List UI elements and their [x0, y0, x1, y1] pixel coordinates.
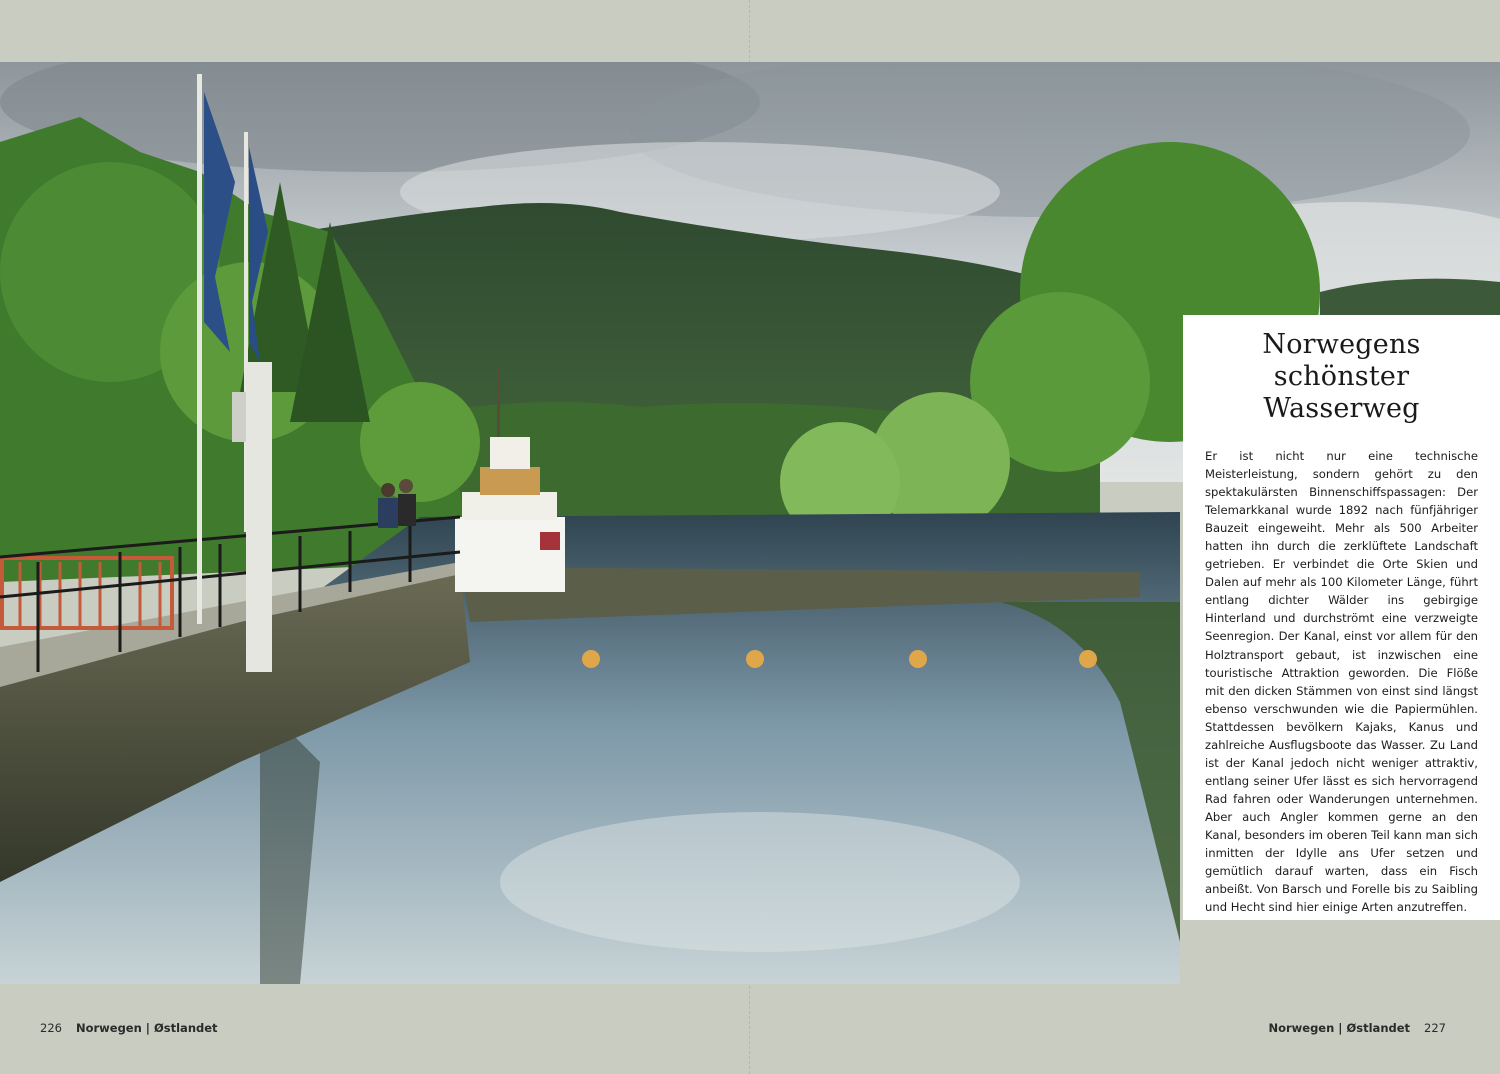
footer-left	[26, 1021, 218, 1035]
section-label-right: Norwegen | Østlandet	[1268, 1021, 1411, 1035]
section-label-left: Norwegen | Østlandet	[75, 1021, 218, 1035]
headline-line-3: Wasserweg	[1263, 393, 1420, 424]
article-body: Er ist nicht nur eine technische Meisterleistung, sondern gehört zu den spektakulärsten Binnenschiffspassagen: Der Telemarkkanal wurde 1892 nach fünfjähriger Bauzeit eingeweiht. Mehr als 500 Arbeiter hatten ihn durch die zerklüftete Landschaft getrieben. Er verbindet die Orte Skien und Dalen auf mehr als 100 Kilometer Länge, führt entlang dichter Wälder ins gebirgige Hinterland und durchströmt eine verzweigte Seenregion. Der Kanal, einst vor allem für den Holztransport gebaut, ist inzwischen eine touristische Attraktion geworden. Die Flöße mit den dicken Stämmen von einst sind längst ebenso verschwunden wie die Papiermühlen. Stattdessen bevölkern Kajaks, Kanus und zahlreiche Ausflugsboote das Wasser. Zu Land ist der Kanal jedoch nicht weniger attraktiv, entlang seiner Ufer lässt es sich hervorragend Rad fahren oder Wanderungen unternehmen. Aber auch Angler kommen gerne an den Kanal, besonders im oberen Teil kann man sich inmitten der Idylle ans Ufer setzen und gemütlich darauf warten, dass ein Fisch anbeißt. Von Barsch und Forelle bis zu Saibling und Hecht sind hier einige Arten anzutreffen.	[1205, 449, 1478, 915]
headline-line-1: Norwegens	[1262, 329, 1421, 360]
headline-line-2: schönster	[1273, 361, 1410, 392]
article-headline	[1205, 329, 1478, 425]
page-number-right: 227	[1424, 1021, 1446, 1035]
footer-right	[1268, 1021, 1460, 1035]
article-text-box	[1183, 315, 1500, 920]
page-number-left: 226	[40, 1021, 62, 1035]
